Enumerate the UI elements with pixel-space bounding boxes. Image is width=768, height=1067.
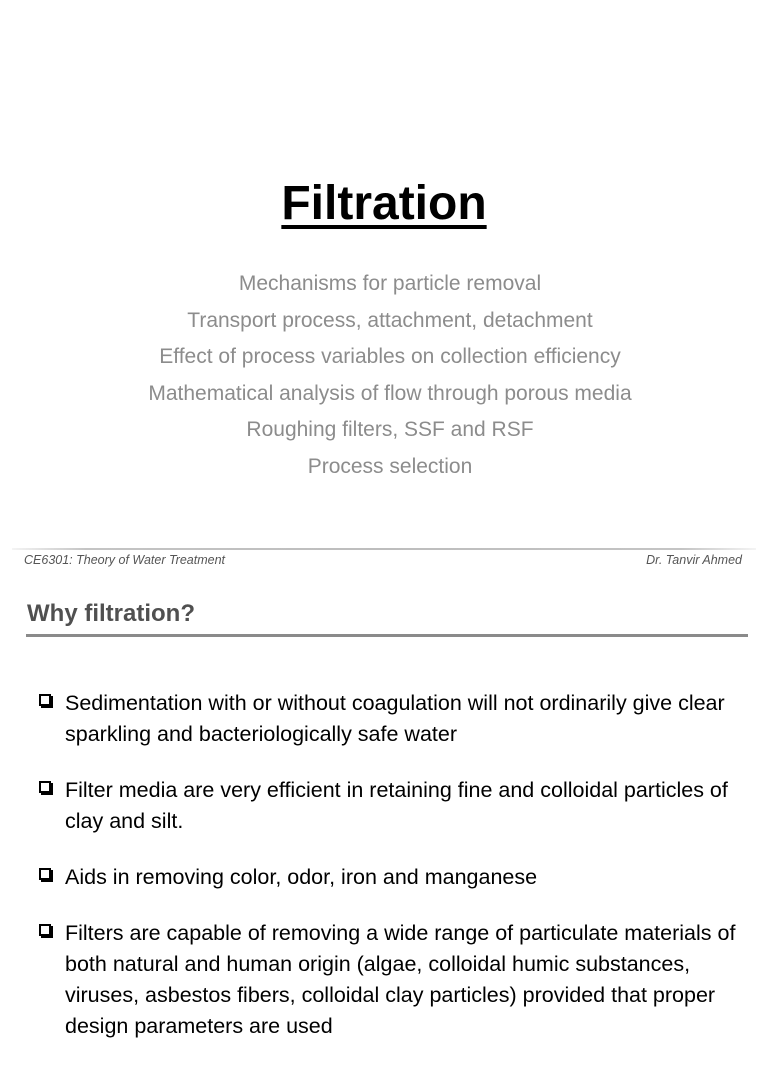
subtitle-list	[0, 266, 768, 486]
bullet-text: Sedimentation with or without coagulation will not ordinarily give clear sparkling and bacteriologically safe water	[65, 691, 725, 746]
bullet-list	[36, 688, 736, 1067]
bullet-text: Filters are capable of removing a wide range of particulate materials of both natural and human origin (algae, colloidal humic substances, viruses, asbestos fibers, colloidal clay particles) provided that proper design parameters are used	[65, 921, 736, 1038]
checkbox-bullet-icon	[39, 694, 51, 706]
footer-course: CE6301: Theory of Water Treatment	[24, 553, 226, 567]
list-item	[36, 862, 736, 893]
list-item	[36, 918, 736, 1042]
subtitle-item: Effect of process variables on collection efficiency	[159, 345, 621, 369]
section-heading: Why filtration?	[27, 600, 195, 627]
list-item	[36, 688, 736, 750]
slide-title	[0, 176, 768, 231]
bullet-text: Filter media are very efficient in retaining fine and colloidal particles of clay and silt.	[65, 778, 728, 833]
slide-title-text: Filtration	[281, 177, 487, 230]
checkbox-bullet-icon	[39, 924, 51, 936]
slide-divider	[12, 548, 756, 550]
subtitle-item: Roughing filters, SSF and RSF	[246, 418, 534, 442]
bullet-text: Aids in removing color, odor, iron and manganese	[65, 865, 538, 889]
list-item	[36, 775, 736, 837]
subtitle-item: Mathematical analysis of flow through porous media	[148, 381, 632, 405]
subtitle-item: Process selection	[307, 454, 473, 478]
heading-underline	[26, 634, 748, 637]
subtitle-item: Transport process, attachment, detachment	[187, 308, 593, 332]
checkbox-bullet-icon	[39, 868, 51, 880]
footer-author: Dr. Tanvir Ahmed	[646, 553, 742, 567]
subtitle-item: Mechanisms for particle removal	[238, 272, 542, 295]
checkbox-bullet-icon	[39, 781, 51, 793]
